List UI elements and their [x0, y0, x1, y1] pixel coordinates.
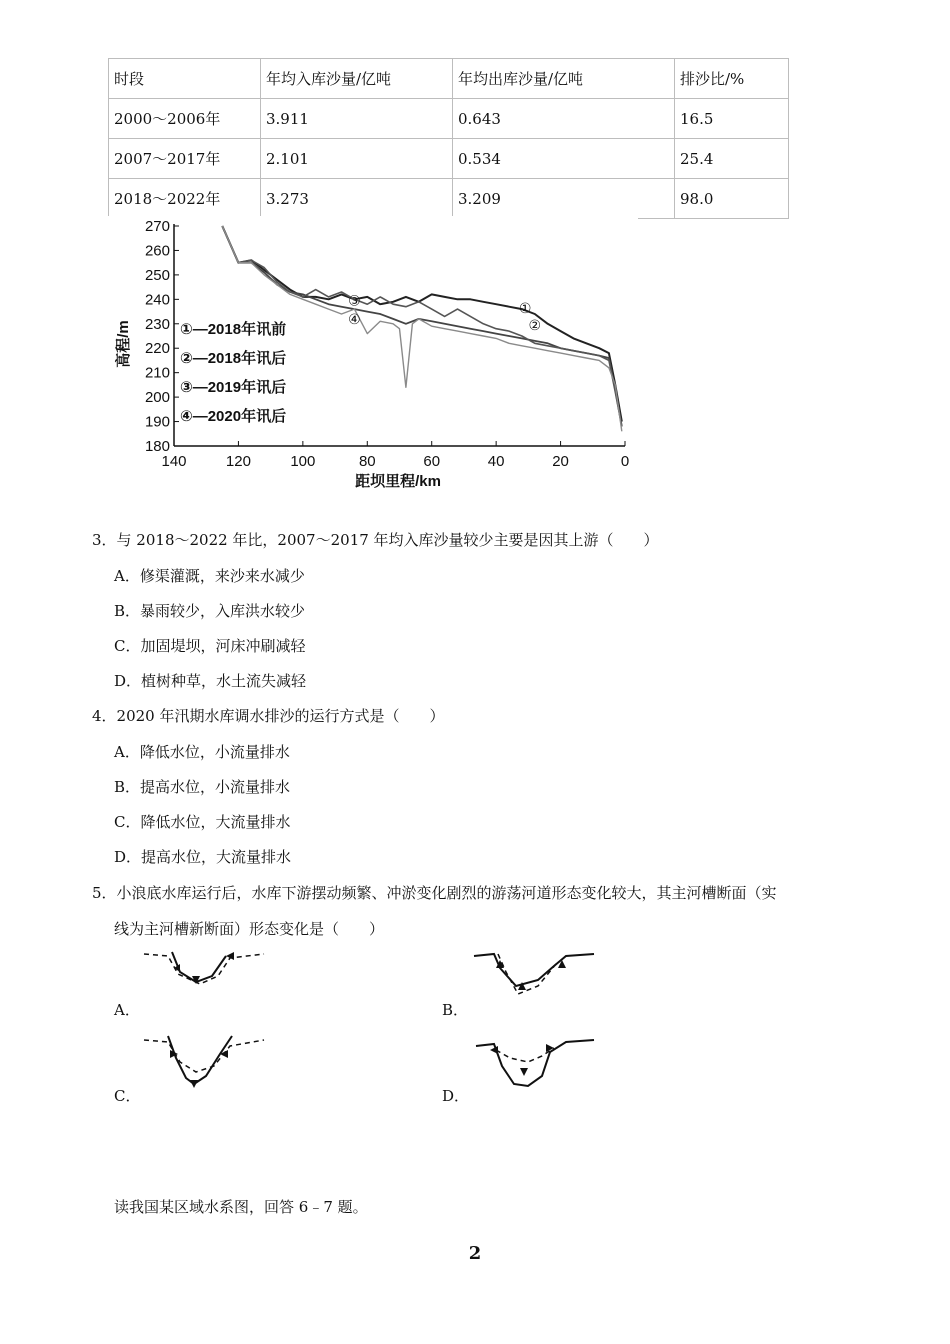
legend-entry: ③—2019年讯后 — [180, 379, 287, 396]
arrow-icon — [490, 1046, 498, 1054]
y-tick-label: 200 — [144, 389, 170, 407]
legend-entry: ④—2020年讯后 — [180, 408, 287, 425]
x-tick-label: 140 — [161, 453, 187, 470]
table-cell: 98.0 — [675, 179, 789, 219]
table-cell: 3.209 — [453, 179, 675, 219]
x-tick-label: 60 — [423, 453, 441, 470]
y-tick-label: 210 — [144, 364, 170, 382]
question-4-option-c: C．降低水位，大流量排水 — [114, 813, 291, 831]
y-tick-label: 190 — [144, 413, 170, 431]
page-number: 2 — [468, 1243, 482, 1264]
option-a-label: A． — [114, 1001, 140, 1019]
table-header-cell: 排沙比/% — [675, 59, 789, 99]
old-section-line — [144, 1040, 264, 1072]
table-row — [109, 179, 789, 219]
series-marker-label: ② — [528, 316, 542, 333]
table-cell: 0.534 — [453, 139, 675, 179]
new-section-line — [168, 1036, 232, 1084]
x-tick-label: 20 — [552, 453, 569, 470]
table-cell: 0.643 — [453, 99, 675, 139]
question-3-option-d: D．植树种草，水土流失减轻 — [114, 672, 307, 690]
table-cell: 16.5 — [675, 99, 789, 139]
cross-section-diagram-c — [140, 1032, 270, 1094]
table-cell: 2.101 — [261, 139, 453, 179]
arrow-icon — [520, 1068, 528, 1076]
x-tick-label: 40 — [487, 453, 505, 470]
cross-section-diagram-a — [140, 946, 270, 1004]
read-prompt: 读我国某区域水系图，回答 6﹣7 题。 — [114, 1198, 368, 1216]
question-4-stem: 4．2020 年汛期水库调水排沙的运行方式是（ ） — [92, 707, 445, 725]
option-b-label: B． — [442, 1001, 469, 1019]
old-section-line — [496, 1048, 554, 1062]
old-section-line — [498, 954, 556, 994]
new-section-line — [474, 954, 594, 986]
question-3-option-a: A．修渠灌溉，来沙来水减少 — [114, 567, 305, 585]
y-tick-label: 180 — [144, 438, 170, 455]
cross-section-diagram-b — [470, 946, 600, 1004]
table-cell: 2018～2022年 — [109, 179, 261, 219]
y-tick-label: 220 — [144, 340, 170, 358]
table-header-cell: 年均入库沙量/亿吨 — [261, 59, 453, 99]
table-header-row — [109, 59, 789, 99]
option-c-label: C． — [114, 1087, 141, 1105]
question-5-stem-line1: 5．小浪底水库运行后，水库下游摆动频繁、冲淤变化剧烈的游荡河道形态变化较大，其主河槽断面（实 — [92, 884, 777, 902]
y-tick-label: 270 — [144, 218, 170, 235]
table-cell: 3.911 — [261, 99, 453, 139]
x-tick-label: 120 — [225, 453, 251, 470]
question-5-stem-line2: 线为主河槽新断面）形态变化是（ ） — [114, 920, 385, 938]
y-tick-label: 230 — [144, 315, 170, 333]
table-header-cell: 时段 — [109, 59, 261, 99]
y-tick-label: 240 — [144, 291, 170, 309]
table-row — [109, 99, 789, 139]
y-tick-label: 250 — [144, 266, 170, 284]
question-4-option-a: A．降低水位，小流量排水 — [114, 743, 290, 761]
question-3-option-b: B．暴雨较少，入库洪水较少 — [114, 602, 306, 620]
series-marker-label: ③ — [348, 292, 361, 309]
table-row — [109, 139, 789, 179]
table-cell: 2007～2017年 — [109, 139, 261, 179]
question-4-option-b: B．提高水位，小流量排水 — [114, 778, 291, 796]
question-3-stem: 3．与 2018～2022 年比，2007～2017 年均入库沙量较少主要是因其上游（ ） — [92, 531, 659, 549]
sediment-table — [108, 58, 789, 219]
series-marker-label: ④ — [348, 310, 361, 327]
series-marker-label: ① — [518, 299, 532, 316]
y-tick-label: 260 — [144, 242, 170, 260]
x-tick-label: 80 — [358, 453, 376, 470]
x-tick-label: 100 — [290, 453, 316, 470]
table-cell: 2000～2006年 — [109, 99, 261, 139]
arrow-icon — [190, 1080, 198, 1088]
elevation-profile-chart — [108, 216, 638, 496]
x-axis-label: 距坝里程/km — [355, 473, 441, 490]
table-cell: 3.273 — [261, 179, 453, 219]
legend-entry: ②—2018年讯后 — [180, 350, 287, 367]
legend-entry: ①—2018年讯前 — [180, 321, 287, 338]
new-section-line — [476, 1040, 594, 1086]
option-d-label: D． — [442, 1087, 470, 1105]
table-header-cell: 年均出库沙量/亿吨 — [453, 59, 675, 99]
y-axis-label: 高程/m — [115, 320, 132, 368]
question-3-option-c: C．加固堤坝，河床冲刷减轻 — [114, 637, 306, 655]
question-4-option-d: D．提高水位，大流量排水 — [114, 848, 292, 866]
table-cell: 25.4 — [675, 139, 789, 179]
x-tick-label: 0 — [620, 453, 630, 470]
cross-section-diagram-d — [470, 1032, 600, 1094]
